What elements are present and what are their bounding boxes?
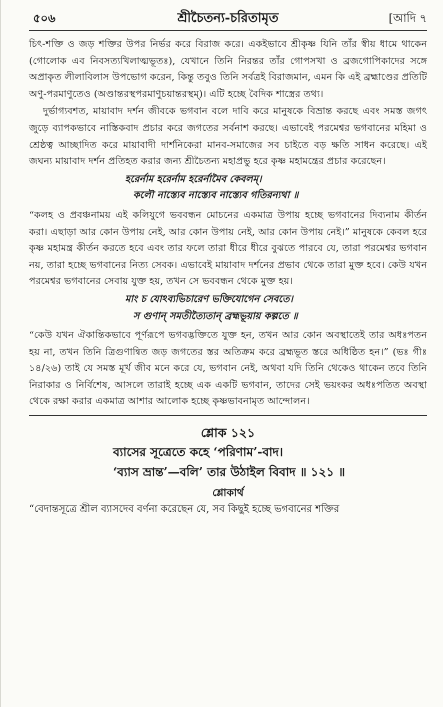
page-header xyxy=(29,8,427,31)
translation-text: “বেদান্তসূত্রে শ্রীল ব্যাসদেব বর্ণনা করেছেন যে, সব কিছুই হচ্ছে ভগবানের শক্তির xyxy=(29,504,340,516)
chapter-reference: [আদি ৭ xyxy=(388,11,427,25)
page-number: ৫০৬ xyxy=(33,11,56,25)
verse-line: হরের্নাম হরের্নাম হরের্নামৈব কেবলম্‌। xyxy=(125,173,262,185)
sloka-line: ‘ব্যাস ভ্রান্ত’—বলি’ তার উঠাইল বিবাদ ॥ ১২১ ॥ xyxy=(113,465,345,480)
verse-line: কলৌ নাস্ত্যেব নাস্ত্যেব নাস্ত্যেব গতিরন্যথা ॥ xyxy=(133,190,299,202)
verse-block-2 xyxy=(29,292,427,325)
verse-block-1 xyxy=(29,172,427,205)
paragraph-4: “কেউ যখন ঐকান্তিকভাবে পূর্ণরূপে ভগবদ্ভক্তিতে যুক্ত হন, তখন আর কোন অবস্থাতেই তার অধঃপতন হয় না, তখন তিনি ত্রিগুণান্বিত জড় জগতের স্তর অতিক্রম করে ব্রহ্মভূত স্তরে অধিষ্ঠিত হন।” (ভঃ গীঃ ১৪/২৬) তাই যে সমস্ত মূর্খ জীব মনে করে যে, ভগবান নেই, অথবা যদি তিনি থেকেও থাকেন তবে তিনি নিরাকার ও নির্বিশেষ, আসলে তারাই হচ্ছে এক একটি ভগবান, তাদের সেই ভয়ংকর অধঃপতিত অবস্থা থেকে রক্ষা করার একমাত্র আশার আলোক হচ্ছে কৃষ্ণভাবনামৃত আন্দোলন। xyxy=(29,330,427,408)
verse-line: মাং চ যোঽব্যভিচারেণ ভক্তিযোগেন সেবতে। xyxy=(125,293,294,305)
paragraph-2: দুর্ভাগ্যবশত, মায়াবাদ দর্শন জীবকে ভগবান বলে দাবি করে মানুষকে বিভ্রান্ত করছে এবং সমস্ত জগৎ জুড়ে ব্যাপকভাবে নাস্তিকবাদ প্রচার করে জগতের সর্বনাশ করছে। এভাবেই পরমেশ্বর ভগবানের মহিমা ও শ্রেষ্ঠত্ব আচ্ছাদিত করে মায়াবাদী দার্শনিকেরা মানব-সমাজের সব চাইতে বড় ক্ষতি সাধন করেছে। এই জঘন্য মায়াবাদ দর্শন প্রতিহত করার জন্য শ্রীচৈতন্য মহাপ্রভু হরে কৃষ্ণ মহামন্ত্রের প্রচার করেছেন। xyxy=(29,106,427,168)
section-divider xyxy=(29,415,427,416)
translation-heading: শ্লোকার্থ xyxy=(212,487,244,500)
verse-line: স গুণান্ সমতীত্যৈতান্ ব্রহ্মভূয়ায় কল্পতে ॥ xyxy=(133,310,298,322)
book-title: শ্রীচৈতন্য-চরিতামৃত xyxy=(177,11,279,26)
paragraph-3: “কলহ ও প্রবঞ্চনাময় এই কলিযুগে ভববন্ধন মোচনের একমাত্র উপায় হচ্ছে ভগবানের দিব্যনাম কীর্তন করা। এছাড়া আর কোন উপায় নেই, আর কোন উপায় নেই, আর কোন উপায় নেই।” মানুষকে কেবল হরে কৃষ্ণ মহামন্ত্র কীর্তন করতে হবে এবং তার ফলে তারা ধীরে ধীরে বুঝতে পারবে যে, তারা পরমেশ্বর ভগবান নয়, তারা হচ্ছে ভগবানের নিত্য সেবক। এভাবেই মায়াবাদ দর্শনের প্রভাব থেকে তারা মুক্ত হবে। কেউ যখন পরমেশ্বর ভগবানের সেবায় যুক্ত হয়, তখন সে ভববন্ধন থেকে মুক্ত হয়। xyxy=(29,209,427,288)
paragraph-1: চিৎ-শক্তি ও জড় শক্তির উপর নির্ভর করে বিরাজ করে। একইভাবে শ্রীকৃষ্ণ যিনি তাঁর স্বীয় ধামে থাকেন (গোলোক এব নিবসত্যখিলাত্মভূতঃ), যেখানে তিনি নিরন্তর তাঁর গোপসখা ও ব্রজগোপিকাদের সঙ্গে অপ্রাকৃত লীলাবিলাস উপভোগ করেন, কিন্তু তবুও তিনি সর্বত্রই বিরাজমান, এমন কি এই ব্রহ্মাণ্ডের প্রতিটি অণু-পরমাণুতেও (অণ্ডান্তরস্থপরমাণুচয়ান্তরস্থম্)। এটি হচ্ছে বৈদিক শাস্ত্রের তথ্য। xyxy=(29,39,427,100)
sloka-heading: শ্লোক ১২১ xyxy=(200,425,256,441)
sloka-line: ব্যাসের সূত্রেতে কহে ‘পরিণাম’-বাদ। xyxy=(113,445,284,460)
